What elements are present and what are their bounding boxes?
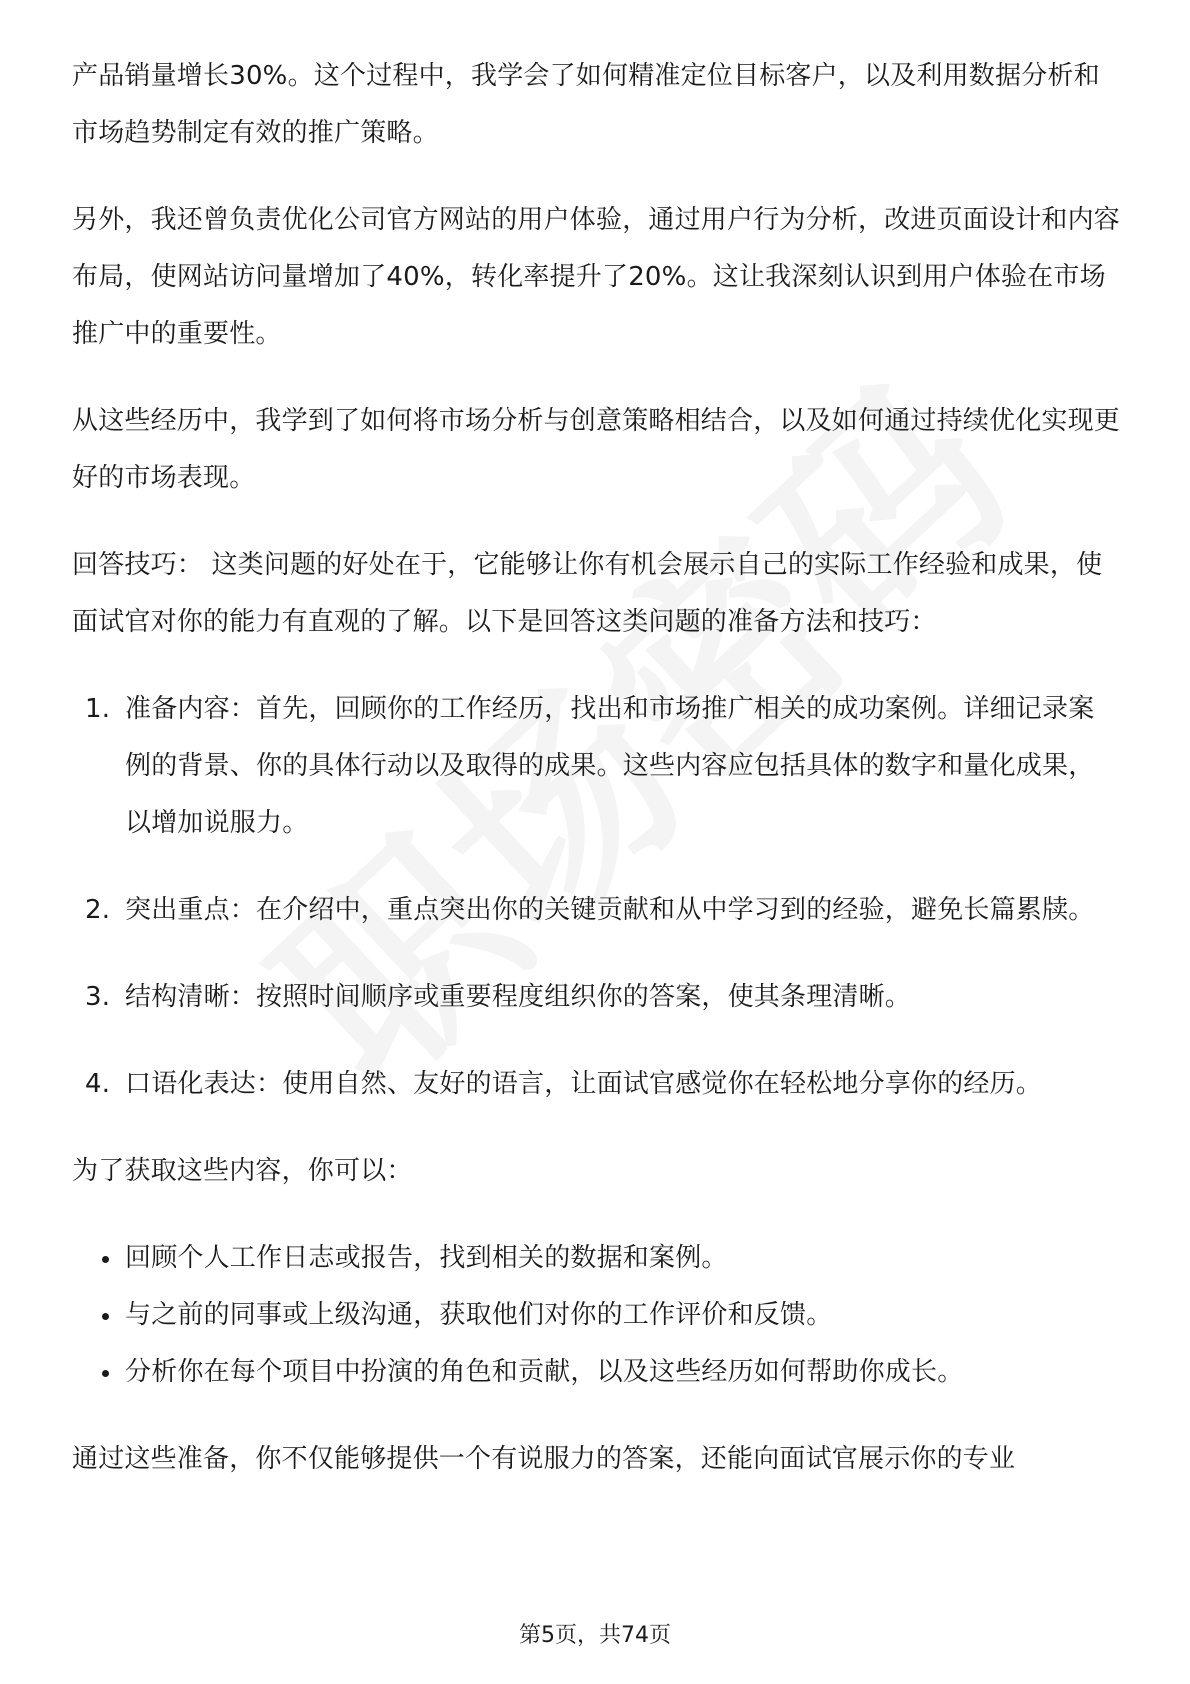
list-item-text: 突出重点：在介绍中，重点突出你的关键贡献和从中学习到的经验，避免长篇累牍。 [125, 895, 1095, 925]
bullet-dot-icon [102, 1256, 109, 1263]
list-item-text: 回顾个人工作日志或报告，找到相关的数据和案例。 [125, 1243, 728, 1273]
list-item-number: 3. [85, 982, 111, 1012]
list-item-number: 2. [85, 895, 111, 925]
paragraph-website-optimization: 另外，我还曾负责优化公司官方网站的用户体验，通过用户行为分析，改进页面设计和内容布局，使网站访问量增加了40%，转化率提升了20%。这让我深刻认识到用户体验在市场推广中的重要性。 [72, 205, 1121, 349]
list-item-text: 分析你在每个项目中扮演的角色和贡献，以及这些经历如何帮助你成长。 [125, 1357, 964, 1387]
list-item-number: 4. [85, 1069, 111, 1099]
list-item-text: 与之前的同事或上级沟通，获取他们对你的工作评价和反馈。 [125, 1300, 833, 1330]
list-item [72, 1344, 1120, 1401]
paragraph-how-to-obtain: 为了获取这些内容，你可以： [72, 1156, 413, 1186]
paragraph-sales-growth: 产品销量增长30%。这个过程中，我学会了如何精准定位目标客户，以及利用数据分析和市场趋势制定有效的推广策略。 [72, 61, 1100, 148]
bullet-dot-icon [102, 1313, 109, 1320]
list-item [72, 969, 1120, 1026]
paragraph-lessons-learned: 从这些经历中，我学到了如何将市场分析与创意策略相结合，以及如何通过持续优化实现更好的市场表现。 [72, 406, 1121, 493]
list-item-text: 结构清晰：按照时间顺序或重要程度组织你的答案，使其条理清晰。 [125, 982, 912, 1012]
document-body [72, 48, 1120, 1518]
list-item-number: 1. [85, 694, 111, 724]
bullet-list [72, 1230, 1120, 1401]
paragraph-answer-tips: 回答技巧： 这类问题的好处在于，它能够让你有机会展示自己的实际工作经验和成果，使面试官对你的能力有直观的了解。以下是回答这类问题的准备方法和技巧： [72, 550, 1103, 637]
page-number-footer: 第5页，共74页 [519, 1623, 671, 1648]
list-item-text: 口语化表达：使用自然、友好的语言，让面试官感觉你在轻松地分享你的经历。 [125, 1069, 1043, 1099]
list-item [72, 681, 1120, 852]
bullet-dot-icon [102, 1370, 109, 1377]
tips-numbered-list [72, 681, 1120, 1113]
list-item-text: 准备内容：首先，回顾你的工作经历，找出和市场推广相关的成功案例。详细记录案例的背景、你的具体行动以及取得的成果。这些内容应包括具体的数字和量化成果，以增加说服力。 [125, 694, 1095, 838]
list-item [72, 882, 1120, 939]
paragraph-conclusion: 通过这些准备，你不仅能够提供一个有说服力的答案，还能向面试官展示你的专业 [72, 1444, 1016, 1474]
list-item [72, 1056, 1120, 1113]
list-item [72, 1230, 1120, 1287]
list-item [72, 1287, 1120, 1344]
